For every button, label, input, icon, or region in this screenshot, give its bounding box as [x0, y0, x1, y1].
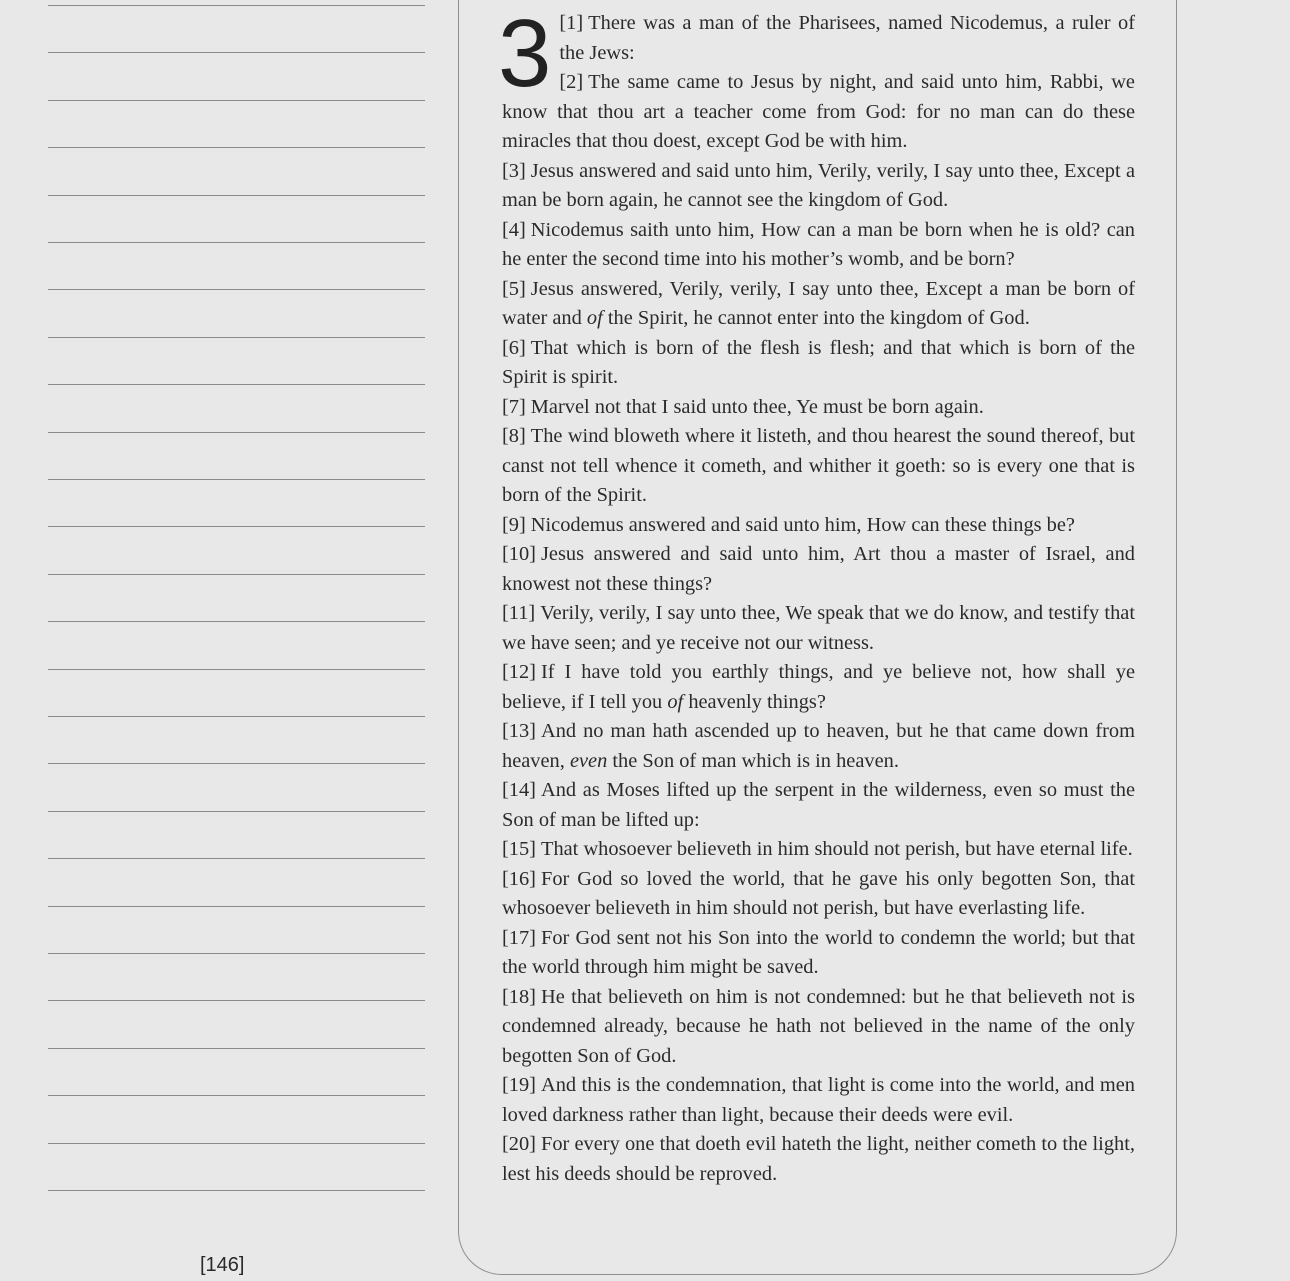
verse-text: There was a man of the Pharisees, named Nicodemus, a ruler of the Jews:: [559, 12, 1135, 64]
verse: [502, 422, 1135, 511]
verse-text: And this is the condemnation, that light is come into the world, and men loved darkness rather than light, because their deeds were evil.: [502, 1074, 1135, 1126]
verse-text: And as Moses lifted up the serpent in the wilderness, even so must the Son of man be lifted up:: [502, 779, 1135, 831]
note-line: [48, 1095, 425, 1096]
verse-text: Jesus answered and said unto him, Art thou a master of Israel, and knowest not these things?: [502, 543, 1135, 595]
verse-text: the Spirit, he cannot enter into the kingdom of God.: [602, 307, 1030, 329]
chapter-text: [498, 0, 1135, 1189]
verse: [502, 835, 1135, 865]
verse: [502, 511, 1135, 541]
note-line: [48, 5, 425, 6]
verse-number: [8]: [502, 425, 526, 447]
verse-text: He that believeth on him is not condemned: but he that believeth not is condemned already, because he hath not believed in the name of the only begotten Son of God.: [502, 985, 1135, 1067]
verse-text: Marvel not that I said unto thee, Ye must be born again.: [530, 395, 984, 418]
verse: [502, 865, 1135, 924]
note-line: [48, 716, 425, 717]
verse-number: [16]: [502, 867, 536, 890]
verse-italic-text: even: [569, 749, 608, 772]
verse-text: Jesus answered and said unto him, Verily, verily, I say unto thee, Except a man be born again, he cannot see the kingdom of God.: [502, 159, 1135, 211]
verse-number: [13]: [502, 720, 536, 742]
note-line: [48, 100, 425, 101]
note-line: [48, 52, 425, 53]
verse-text: And no man hath ascended up to heaven, but he that came down from heaven,: [502, 720, 1135, 772]
verse: [502, 658, 1135, 717]
verse-text: the Son of man which is in heaven.: [607, 749, 899, 772]
verse: [502, 924, 1135, 983]
note-line: [48, 669, 425, 670]
verse-number: [7]: [502, 395, 526, 418]
note-line: [48, 479, 425, 480]
verse-text: For God sent not his Son into the world to condemn the world; but that the world through him might be saved.: [502, 926, 1135, 978]
verse: [502, 1071, 1135, 1130]
verse-text: heavenly things?: [683, 690, 826, 713]
verse-text: That which is born of the flesh is flesh; and that which is born of the Spirit is spirit.: [502, 336, 1135, 388]
verse-text: The wind bloweth where it listeth, and thou hearest the sound thereof, but canst not tell whence it cometh, and whither it goeth: so is every one that is born of the Spirit.: [502, 425, 1135, 506]
verse-number: [3]: [502, 159, 526, 182]
verse-text: That whosoever believeth in him should not perish, but have eternal life.: [540, 838, 1133, 860]
verse-number: [5]: [502, 277, 526, 300]
verse-number: [12]: [502, 661, 536, 683]
verse-number: [11]: [502, 602, 536, 624]
note-line: [48, 858, 425, 859]
verse: [502, 334, 1135, 393]
note-line: [48, 1190, 425, 1191]
verse-number: [20]: [502, 1133, 536, 1155]
note-line: [48, 1048, 425, 1049]
note-line: [48, 289, 425, 290]
verse-text: Nicodemus saith unto him, How can a man be born when he is old? can he enter the second time into his mother’s womb, and be born?: [502, 218, 1135, 270]
verse-text: Jesus answered, Verily, verily, I say unto thee, Except a man be born of water and: [502, 277, 1135, 329]
verse-number: [1]: [559, 12, 584, 34]
note-line: [48, 906, 425, 907]
note-line: [48, 811, 425, 812]
verse: [502, 983, 1135, 1072]
note-line: [48, 337, 425, 338]
verse: [502, 216, 1135, 275]
verse-number: [10]: [502, 543, 536, 565]
verse-number: [14]: [502, 779, 536, 801]
verse-text: If I have told you earthly things, and ye believe not, how shall ye believe, if I tell you: [502, 661, 1135, 713]
verse-text: The same came to Jesus by night, and said unto him, Rabbi, we know that thou art a teacher come from God: for no man can do these miracles that thou doest, except God be with him.: [502, 71, 1135, 152]
verse: [502, 776, 1135, 835]
verse: [502, 1130, 1135, 1189]
verse: [502, 540, 1135, 599]
note-line: [48, 147, 425, 148]
note-line: [48, 1000, 425, 1001]
notes-lines-area: [48, 0, 425, 1200]
verse: [502, 68, 1135, 157]
note-line: [48, 763, 425, 764]
verse-number: [19]: [502, 1074, 536, 1096]
verse-number: [17]: [502, 926, 536, 949]
verse-text: Nicodemus answered and said unto him, How can these things be?: [530, 513, 1075, 536]
verse-italic-text: of: [586, 307, 603, 329]
verse: [502, 393, 1135, 423]
verse-list: [502, 9, 1135, 1189]
verse-text: Verily, verily, I say unto thee, We speak that we do know, and testify that we have seen; and ye receive not our witness.: [502, 602, 1135, 654]
verse: [502, 599, 1135, 658]
page-number: [146]: [200, 1254, 245, 1276]
note-line: [48, 621, 425, 622]
verse-italic-text: of: [667, 690, 684, 713]
verse-number: [6]: [502, 336, 526, 359]
verse-text: For every one that doeth evil hateth the light, neither cometh to the light, lest his deeds should be reproved.: [502, 1133, 1135, 1185]
verse-number: [9]: [502, 513, 526, 536]
verse: [502, 717, 1135, 776]
verse: [502, 157, 1135, 216]
chapter-number-drop-cap: 3: [498, 0, 552, 107]
note-line: [48, 526, 425, 527]
verse-number: [4]: [502, 218, 526, 241]
verse: [502, 9, 1135, 68]
note-line: [48, 432, 425, 433]
verse-text: For God so loved the world, that he gave his only begotten Son, that whosoever believeth in him should not perish, but have everlasting life.: [502, 867, 1135, 919]
note-line: [48, 574, 425, 575]
verse: [502, 275, 1135, 334]
note-line: [48, 242, 425, 243]
verse-number: [18]: [502, 985, 536, 1008]
note-line: [48, 384, 425, 385]
note-line: [48, 195, 425, 196]
note-line: [48, 953, 425, 954]
verse-number: [2]: [559, 71, 584, 93]
verse-number: [15]: [502, 838, 536, 860]
note-line: [48, 1143, 425, 1144]
